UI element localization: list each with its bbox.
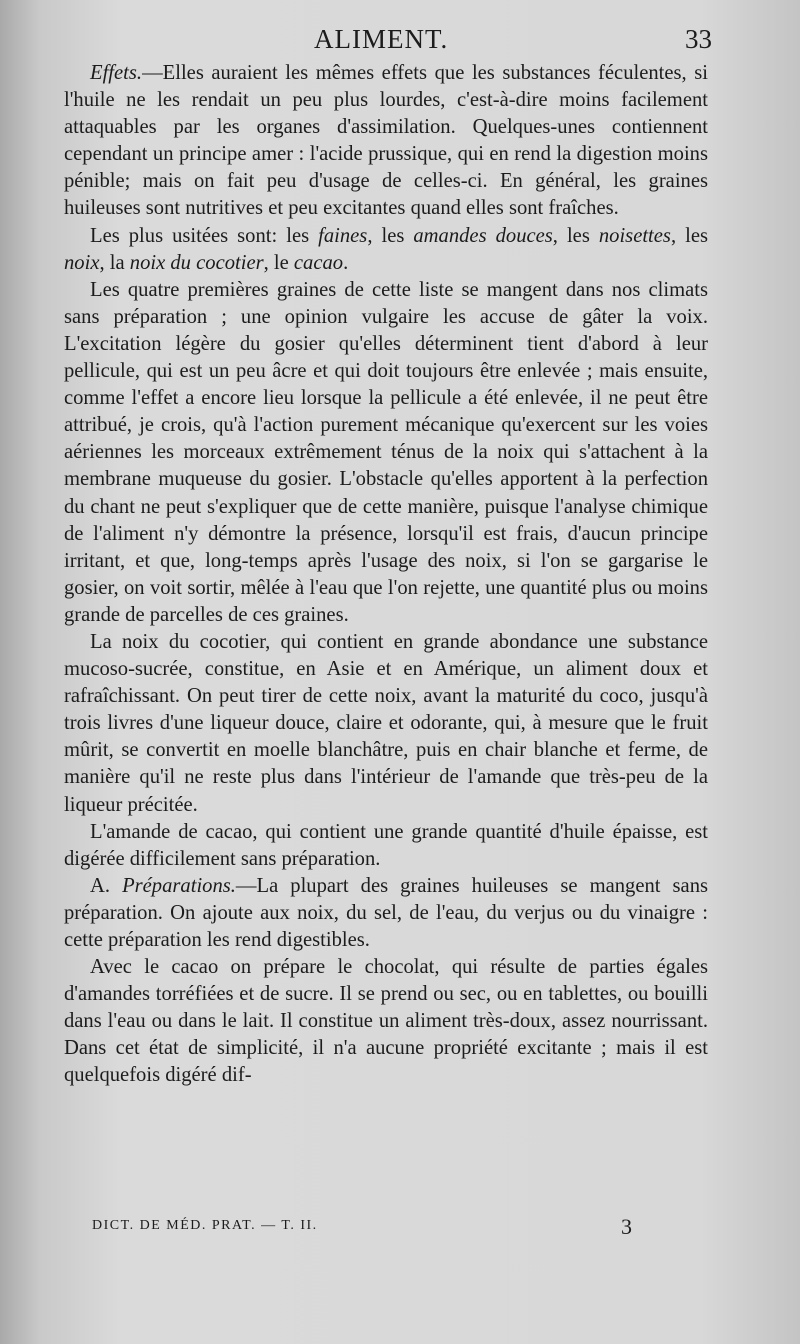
- body-text: [64, 60, 708, 1090]
- italic-term: amandes douces: [413, 224, 553, 247]
- paragraph-chocolat: Avec le cacao on prépare le chocolat, qui résulte de parties égales d'amandes torréfiées et de sucre. Il se prend ou sec, ou en tablettes, ou bouilli dans l'eau ou dans le lait. Il constitue un aliment très-doux, assez nourrissant. Dans cet état de simplicité, il n'a aucune propriété excitante ; mais il est quelquefois digéré dif-: [64, 956, 708, 1087]
- page-header: [64, 24, 712, 58]
- italic-term: cacao: [293, 251, 344, 274]
- text-fragment: , les: [367, 224, 414, 247]
- running-title: ALIMENT.: [314, 24, 449, 54]
- page-footer: [92, 1214, 632, 1242]
- text-fragment: , la: [99, 251, 130, 274]
- italic-term: faines: [318, 224, 368, 247]
- text-fragment: .: [343, 251, 349, 274]
- text-fragment: , les: [670, 224, 708, 247]
- section-label-preparations: Préparations.: [122, 874, 236, 897]
- paragraph-effets: [64, 60, 708, 223]
- paragraph-usitees: [64, 223, 708, 277]
- paragraph-text: —La plupart des graines huileuses se mangent sans préparation. On ajoute aux noix, du sel, de l'eau, du verjus ou du vinaigre : cette préparation les rend digestibles.: [64, 874, 709, 951]
- page-number: 33: [685, 24, 712, 54]
- text-fragment: Les plus usitées sont: les: [90, 224, 319, 247]
- signature-mark: 3: [621, 1214, 632, 1239]
- paragraph-cocotier: La noix du cocotier, qui contient en grande abondance une substance mucoso-sucrée, constitue, en Asie et en Amérique, un aliment doux et rafraîchissant. On peut tirer de cette noix, avant la maturité du coco, jusqu'à trois livres d'une liqueur douce, claire et odorante, qui, à mesure que le fruit mûrit, se convertit en moelle blanchâtre, puis en chair blanche et ferme, de manière qu'il ne reste plus dans l'intérieur de l'amande que très-peu de la liqueur précitée.: [64, 630, 708, 816]
- text-fragment: , le: [263, 251, 294, 274]
- footer-source: DICT. DE MÉD. PRAT. — T. II.: [92, 1218, 318, 1233]
- section-letter: A.: [90, 874, 123, 897]
- italic-term: noisettes: [598, 224, 671, 247]
- paragraph-quatre: Les quatre premières graines de cette liste se mangent dans nos climats sans préparation ; une opinion vulgaire les accuse de gâter la voix. L'excitation légère du gosier qu'elles déterminent tient d'abord à leur pellicule, qui est un peu âcre et qui doit toujours être enlevée ; mais ensuite, comme l'effet a encore lieu lorsque la pellicule a été enlevée, il ne peut être attribué, je crois, qu'à l'action purement mécanique qu'exercent sur les voies aériennes les morceaux extrêmement ténus de la noix qui s'attachent à la membrane muqueuse du gosier. L'obstacle qu'elles apportent à la perfection du chant ne peut s'expliquer que de cette manière, puisque l'analyse chimique de l'aliment n'y démontre la présence, lorsqu'il est frais, d'aucun principe irritant, et que, long-temps après l'usage des noix, si l'on se gargarise le gosier, on voit sortir, mêlée à l'eau que l'on rejette, une quantité plus ou moins grande de parcelles de ces graines.: [64, 278, 708, 626]
- paragraph-text: —Elles auraient les mêmes effets que les substances féculentes, si l'huile ne les rendait un peu plus lourdes, c'est-à-dire moins facilement attaquables par les organes d'assimilation. Quelques-unes contiennent cependant un principe amer : l'acide prussique, qui en rend la digestion moins pénible; mais on fait peu d'usage de celles-ci. En général, les graines huileuses sont nutritives et peu excitantes quand elles sont fraîches.: [64, 62, 708, 220]
- paragraph-preparations: [64, 873, 708, 954]
- text-fragment: , les: [552, 224, 599, 247]
- section-label-effets: Effets.: [90, 62, 143, 84]
- italic-term: noix du cocotier: [129, 251, 264, 274]
- italic-term: noix: [64, 251, 100, 274]
- paragraph-cacao: L'amande de cacao, qui contient une grande quantité d'huile épaisse, est digérée difficilement sans préparation.: [64, 820, 708, 870]
